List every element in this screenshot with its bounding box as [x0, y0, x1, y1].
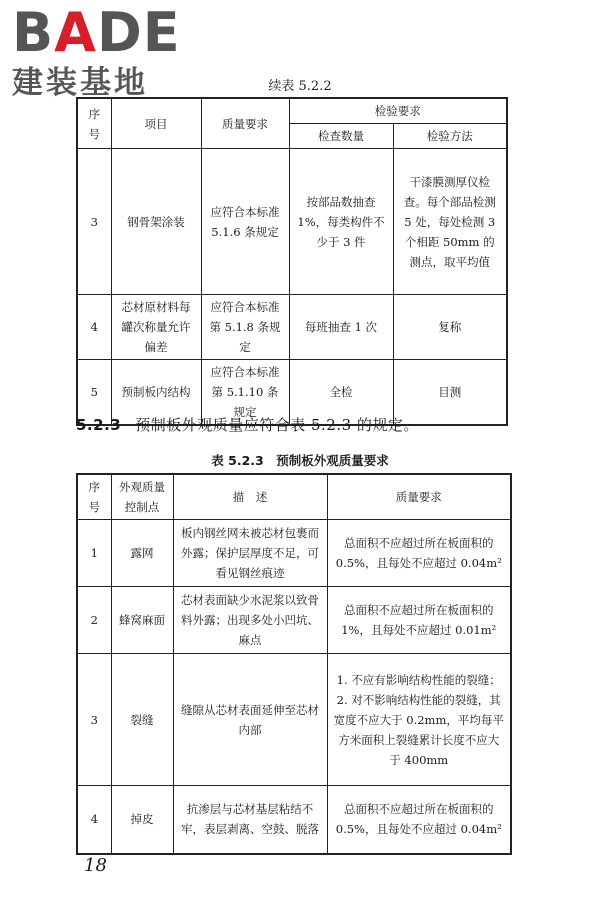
cell-description: 缝隙从芯材表面延伸至芯材内部	[173, 654, 327, 786]
cell-quantity: 每班抽查 1 次	[289, 295, 393, 360]
table1	[76, 97, 508, 426]
cell-quality: 应符合本标准 5.1.6 条规定	[201, 149, 289, 295]
clause-text: 预制板外观质量应符合表 5.2.3 的规定。	[135, 416, 419, 434]
cell-method: 干漆膜测厚仪检查。每个部品检测 5 处，每处检测 3 个相距 50mm 的测点，取平均值	[393, 149, 507, 295]
cell-description: 芯材表面缺少水泥浆以致骨料外露；出现多处小凹坑、麻点	[173, 587, 327, 654]
table-row	[77, 786, 511, 854]
header-method: 检验方法	[393, 124, 507, 149]
cell-no: 2	[77, 587, 111, 654]
table-row	[77, 587, 511, 654]
quality-item-2: 2. 对不影响结构性能的裂缝，其宽度不应大于 0.2mm，平均每平方米面积上裂缝累计长度不应大于 400mm	[333, 692, 504, 767]
header-no: 序号	[77, 474, 111, 520]
cell-item: 钢骨架涂装	[111, 149, 201, 295]
cell-quantity: 按部品数抽查 1%，每类构件不少于 3 件	[289, 149, 393, 295]
cell-control: 掉皮	[111, 786, 173, 854]
cell-description: 抗渗层与芯材基层粘结不牢，表层剥离、空鼓、脱落	[173, 786, 327, 854]
cell-method: 目测	[393, 360, 507, 426]
table1-caption: 续表 5.2.2	[268, 79, 332, 94]
header-control: 外观质量控制点	[111, 474, 173, 520]
cell-control: 蜂窝麻面	[111, 587, 173, 654]
cell-quality: 总面积不应超过所在板面积的 0.5%，且每处不应超过 0.04m²	[327, 786, 511, 854]
table-row	[77, 295, 507, 360]
table-row	[77, 149, 507, 295]
cell-quantity: 全检	[289, 360, 393, 426]
header-no: 序号	[77, 98, 111, 149]
header-quality: 质量要求	[327, 474, 511, 520]
page-number: 18	[84, 855, 107, 876]
cell-control: 裂缝	[111, 654, 173, 786]
table-row	[77, 520, 511, 587]
cell-method: 复称	[393, 295, 507, 360]
table2-caption: 表 5.2.3 预制板外观质量要求	[211, 453, 389, 468]
cell-quality: 总面积不应超过所在板面积的 1%，且每处不应超过 0.01m²	[327, 587, 511, 654]
header-item: 项目	[111, 98, 201, 149]
cell-quality: 总面积不应超过所在板面积的 0.5%，且每处不应超过 0.04m²	[327, 520, 511, 587]
cell-description: 板内钢丝网未被芯材包裹而外露；保护层厚度不足，可看见钢丝痕迹	[173, 520, 327, 587]
cell-no: 1	[77, 520, 111, 587]
table2	[76, 473, 512, 855]
cell-quality: 应符合本标准第 5.1.10 条规定	[201, 360, 289, 426]
cell-no: 4	[77, 295, 111, 360]
cell-no: 4	[77, 786, 111, 854]
header-inspection: 检验要求	[289, 98, 507, 124]
header-quantity: 检查数量	[289, 124, 393, 149]
logo-subtitle: 建装基地	[12, 65, 148, 101]
quality-item-1: 1. 不应有影响结构性能的裂缝；	[336, 672, 501, 687]
cell-item: 芯材原材料每罐次称量允许偏差	[111, 295, 201, 360]
cell-no: 5	[77, 360, 111, 426]
table-row	[77, 654, 511, 786]
cell-quality	[327, 654, 511, 786]
logo-wordmark: BADE	[12, 1, 181, 64]
cell-quality: 应符合本标准第 5.1.8 条规定	[201, 295, 289, 360]
clause-number: 5.2.3	[76, 416, 122, 434]
cell-no: 3	[77, 149, 111, 295]
header-quality: 质量要求	[201, 98, 289, 149]
cell-no: 3	[77, 654, 111, 786]
clause-5-2-3	[76, 414, 419, 435]
header-description: 描 述	[173, 474, 327, 520]
cell-control: 露网	[111, 520, 173, 587]
cell-item: 预制板内结构	[111, 360, 201, 426]
